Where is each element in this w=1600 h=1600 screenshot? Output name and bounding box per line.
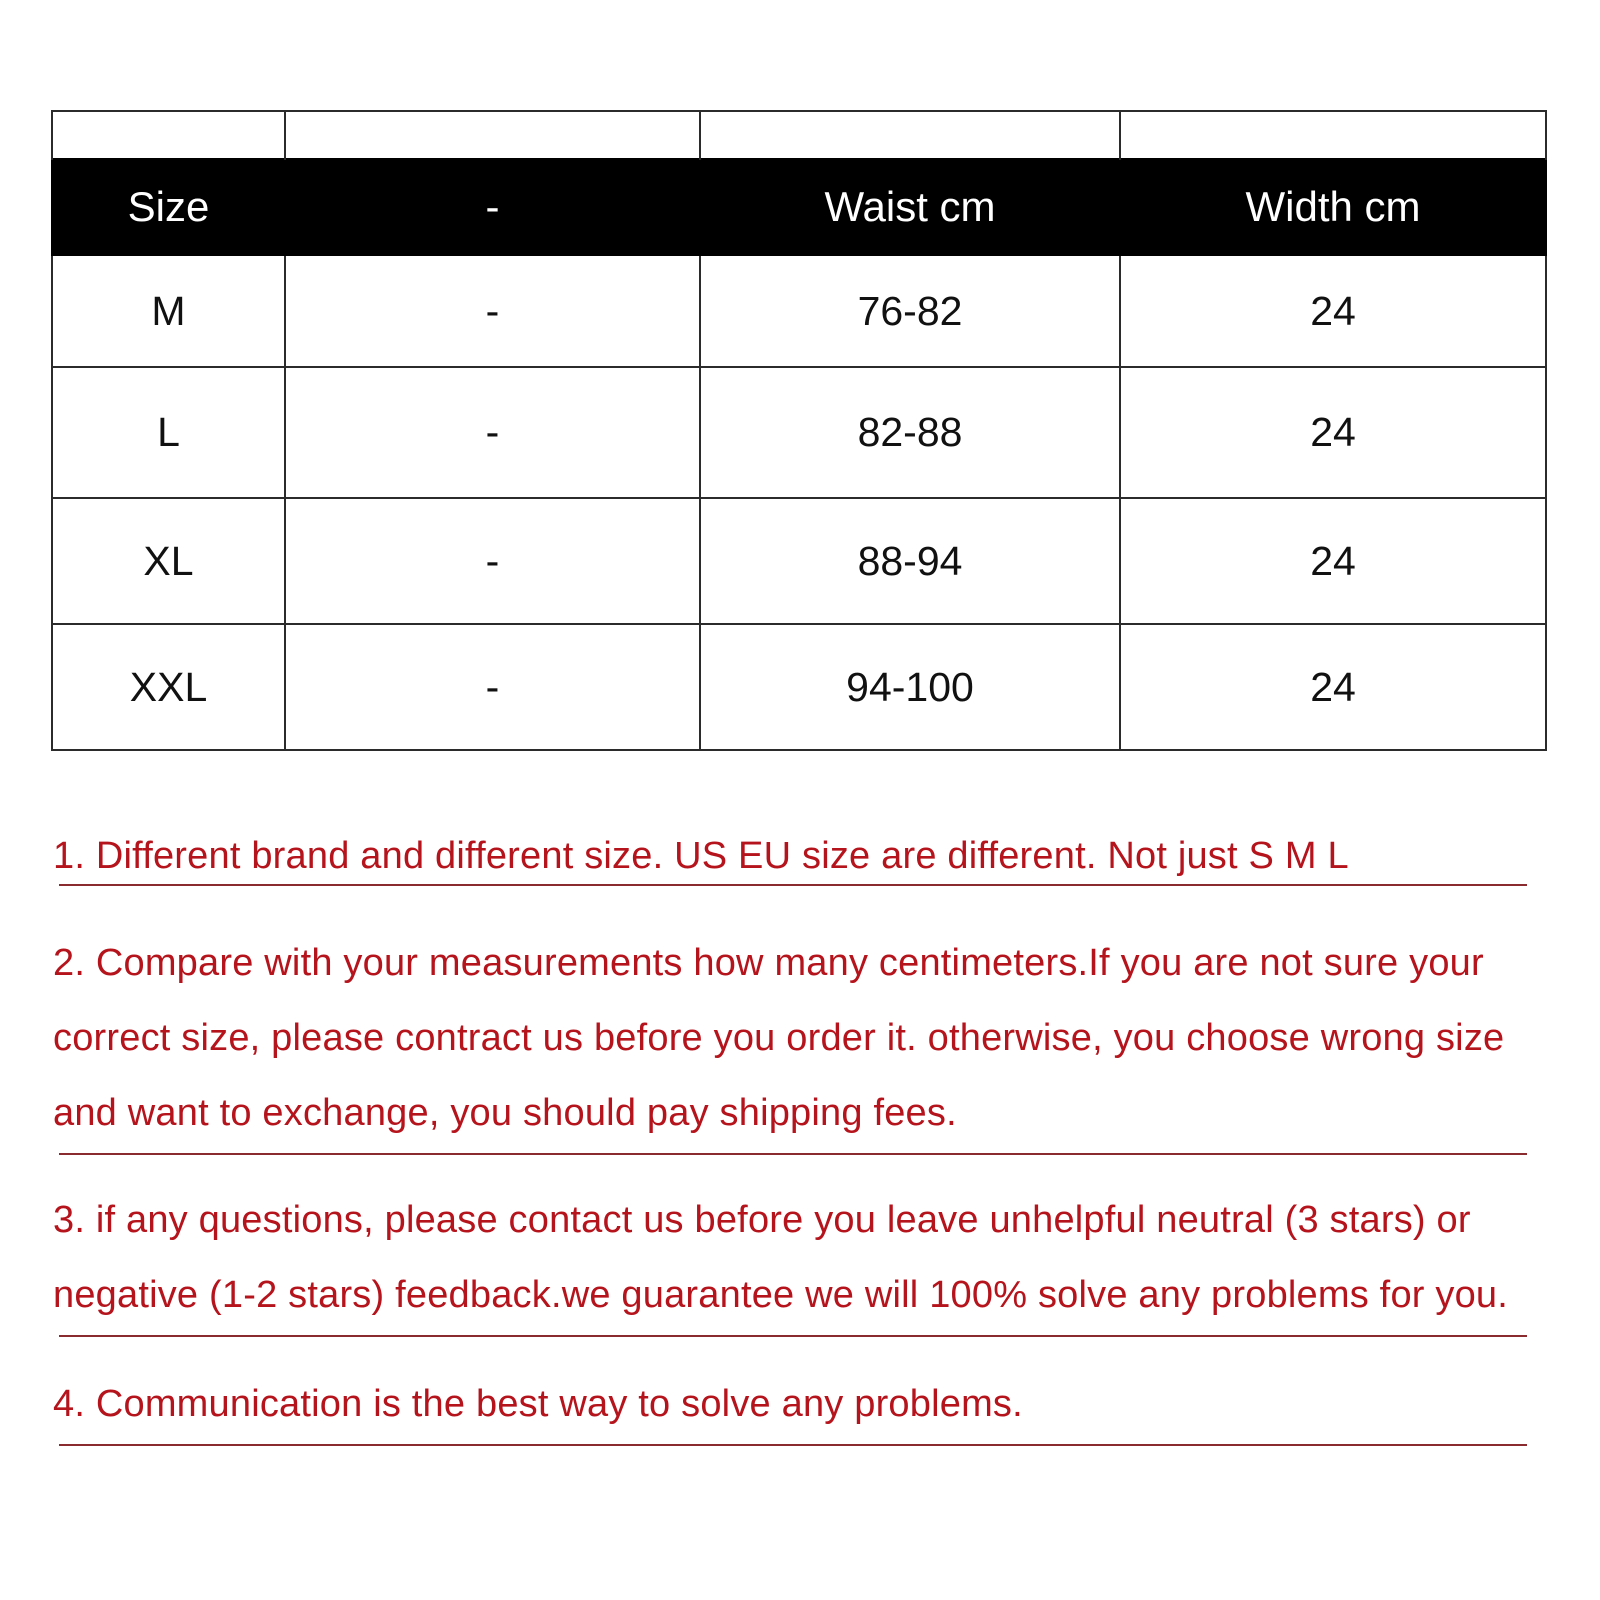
note-item (53, 926, 1527, 1155)
note-text: 1. Different brand and different size. US EU size are different. Not just S M L (53, 835, 1349, 877)
col2-cell: - (285, 255, 700, 367)
header-size: Size (52, 159, 285, 255)
waist-cell: 94-100 (700, 624, 1120, 750)
col2-cell: - (285, 498, 700, 624)
table-row (52, 255, 1546, 367)
col2-cell: - (285, 367, 700, 498)
size-cell: XL (52, 498, 285, 624)
table-row (52, 498, 1546, 624)
width-cell: 24 (1120, 255, 1546, 367)
blank-cell (52, 111, 285, 159)
notes-section (53, 830, 1533, 1446)
blank-cell (285, 111, 700, 159)
header-waist: Waist cm (700, 159, 1120, 255)
size-chart-table (51, 110, 1547, 751)
blank-cell (700, 111, 1120, 159)
note-item (53, 1367, 1527, 1446)
table-header-row (52, 159, 1546, 255)
blank-cell (1120, 111, 1546, 159)
size-cell: L (52, 367, 285, 498)
waist-cell: 88-94 (700, 498, 1120, 624)
table-row (52, 624, 1546, 750)
width-cell: 24 (1120, 624, 1546, 750)
note-text: 3. if any questions, please contact us before you leave unhelpful neutral (3 stars) or negative (1-2 stars) feedback.we guarantee we will 100% solve any problems for you. (53, 1199, 1509, 1316)
note-item (53, 830, 1527, 886)
note-text: 4. Communication is the best way to solve any problems. (53, 1383, 1023, 1425)
note-item (53, 1183, 1527, 1337)
col2-cell: - (285, 624, 700, 750)
table-row (52, 367, 1546, 498)
size-cell: XXL (52, 624, 285, 750)
waist-cell: 76-82 (700, 255, 1120, 367)
width-cell: 24 (1120, 367, 1546, 498)
table-blank-row (52, 111, 1546, 159)
header-width: Width cm (1120, 159, 1546, 255)
header-col2: - (285, 159, 700, 255)
width-cell: 24 (1120, 498, 1546, 624)
waist-cell: 82-88 (700, 367, 1120, 498)
note-text: 2. Compare with your measurements how many centimeters.If you are not sure your correct size, please contract us before you order it. otherwise, you choose wrong size and want to exchange, you should pay shipping fees. (53, 942, 1505, 1134)
size-cell: M (52, 255, 285, 367)
